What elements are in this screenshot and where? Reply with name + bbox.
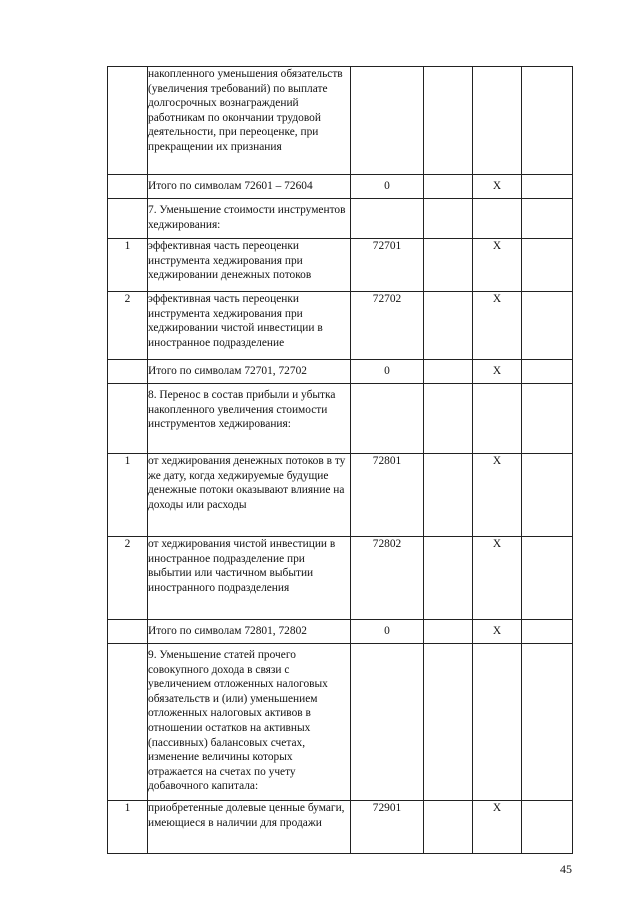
- row-number-cell: [108, 175, 148, 199]
- row-x-cell: X: [473, 537, 522, 620]
- row-empty-cell: [522, 620, 573, 644]
- row-x-cell: [473, 199, 522, 239]
- row-empty-cell: [522, 454, 573, 537]
- row-number-cell: [108, 644, 148, 801]
- row-empty-cell: [424, 67, 473, 175]
- row-description-cell: Итого по символам 72701, 72702: [148, 360, 351, 384]
- row-empty-cell: [522, 644, 573, 801]
- row-symbol-cell: 72901: [351, 801, 424, 854]
- table-row: [108, 384, 573, 454]
- row-empty-cell: [522, 537, 573, 620]
- row-description-cell: от хеджирования денежных потоков в ту же дату, когда хеджируемые будущие денежные потоки оказывают влияние на доходы или расходы: [148, 454, 351, 537]
- table-row: [108, 644, 573, 801]
- row-x-cell: [473, 67, 522, 175]
- row-x-cell: X: [473, 620, 522, 644]
- symbols-table: [107, 66, 573, 854]
- table-row: [108, 67, 573, 175]
- table-row: [108, 360, 573, 384]
- row-x-cell: X: [473, 175, 522, 199]
- table-row: [108, 454, 573, 537]
- row-empty-cell: [424, 239, 473, 292]
- row-description-cell: приобретенные долевые ценные бумаги, имеющиеся в наличии для продажи: [148, 801, 351, 854]
- row-description-cell: накопленного уменьшения обязательств (увеличения требований) по выплате долгосрочных вознаграждений работникам по окончании трудовой деятельности, при переоценке, при прекращении их признания: [148, 67, 351, 175]
- row-symbol-cell: 0: [351, 620, 424, 644]
- row-symbol-cell: 72801: [351, 454, 424, 537]
- row-number-cell: [108, 620, 148, 644]
- row-x-cell: [473, 384, 522, 454]
- row-x-cell: X: [473, 454, 522, 537]
- row-empty-cell: [424, 454, 473, 537]
- row-symbol-cell: [351, 67, 424, 175]
- row-description-cell: 8. Перенос в состав прибыли и убытка накопленного увеличения стоимости инструментов хеджирования:: [148, 384, 351, 454]
- row-x-cell: X: [473, 292, 522, 360]
- row-empty-cell: [522, 801, 573, 854]
- row-number-cell: [108, 67, 148, 175]
- table-row: [108, 801, 573, 854]
- row-description-cell: эффективная часть переоценки инструмента хеджирования при хеджировании денежных потоков: [148, 239, 351, 292]
- row-empty-cell: [424, 537, 473, 620]
- row-empty-cell: [424, 199, 473, 239]
- table-row: [108, 199, 573, 239]
- table-row: [108, 175, 573, 199]
- row-description-cell: от хеджирования чистой инвестиции в иностранное подразделение при выбытии или частичном выбытии иностранного подразделения: [148, 537, 351, 620]
- table-row: [108, 292, 573, 360]
- row-number-cell: 2: [108, 292, 148, 360]
- row-empty-cell: [424, 292, 473, 360]
- row-empty-cell: [424, 620, 473, 644]
- row-empty-cell: [424, 801, 473, 854]
- row-symbol-cell: 72702: [351, 292, 424, 360]
- row-number-cell: 1: [108, 801, 148, 854]
- row-description-cell: 9. Уменьшение статей прочего совокупного дохода в связи с увеличением отложенных налоговых обязательств и (или) уменьшением отложенных налоговых активов в отношении остатков на активных (пассивных) балансовых счетах, изменение величины которых отражается на счетах по учету добавочного капитала:: [148, 644, 351, 801]
- row-number-cell: 1: [108, 454, 148, 537]
- row-description-cell: 7. Уменьшение стоимости инструментов хеджирования:: [148, 199, 351, 239]
- row-empty-cell: [522, 199, 573, 239]
- row-number-cell: 1: [108, 239, 148, 292]
- row-x-cell: X: [473, 239, 522, 292]
- row-empty-cell: [522, 384, 573, 454]
- row-description-cell: эффективная часть переоценки инструмента хеджирования при хеджировании чистой инвестиции в иностранное подразделение: [148, 292, 351, 360]
- row-empty-cell: [522, 67, 573, 175]
- row-number-cell: [108, 199, 148, 239]
- row-symbol-cell: 0: [351, 360, 424, 384]
- row-symbol-cell: [351, 384, 424, 454]
- row-x-cell: [473, 644, 522, 801]
- table-row: [108, 537, 573, 620]
- row-empty-cell: [522, 239, 573, 292]
- row-symbol-cell: 0: [351, 175, 424, 199]
- row-symbol-cell: [351, 644, 424, 801]
- row-symbol-cell: [351, 199, 424, 239]
- row-symbol-cell: 72701: [351, 239, 424, 292]
- page-number: 45: [560, 862, 572, 876]
- row-description-cell: Итого по символам 72601 – 72604: [148, 175, 351, 199]
- row-description-cell: Итого по символам 72801, 72802: [148, 620, 351, 644]
- row-x-cell: X: [473, 801, 522, 854]
- row-number-cell: 2: [108, 537, 148, 620]
- row-empty-cell: [522, 292, 573, 360]
- row-empty-cell: [522, 175, 573, 199]
- row-number-cell: [108, 360, 148, 384]
- table-row: [108, 239, 573, 292]
- row-empty-cell: [424, 384, 473, 454]
- row-symbol-cell: 72802: [351, 537, 424, 620]
- row-empty-cell: [424, 644, 473, 801]
- table-row: [108, 620, 573, 644]
- row-empty-cell: [424, 175, 473, 199]
- row-x-cell: X: [473, 360, 522, 384]
- row-number-cell: [108, 384, 148, 454]
- row-empty-cell: [522, 360, 573, 384]
- row-empty-cell: [424, 360, 473, 384]
